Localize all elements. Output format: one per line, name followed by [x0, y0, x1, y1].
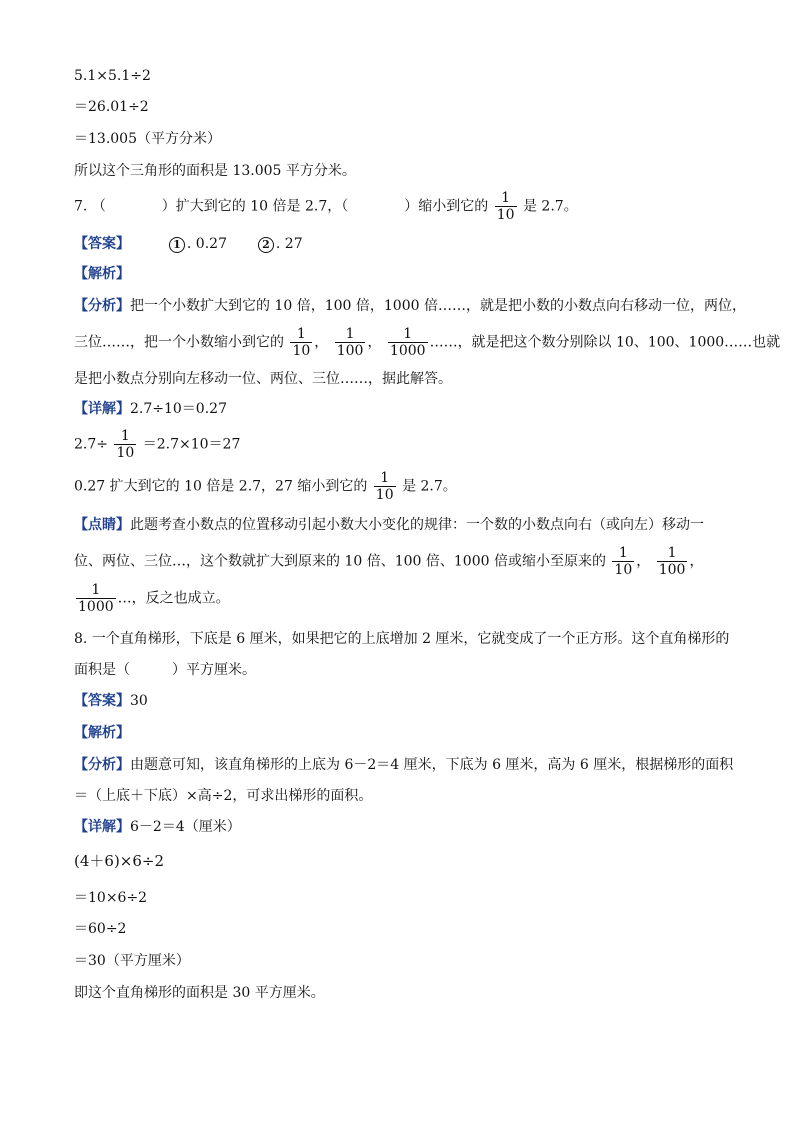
q7-number: 7.: [74, 198, 88, 215]
circled-number-2: 2: [258, 237, 274, 253]
fenxi-tag: 【分析】: [74, 298, 130, 314]
q8-calc-3: ＝60÷2: [74, 921, 127, 937]
q7-xiangjie-2: 2.7÷ $\frac{1}{10}$ ＝2.7×10＝27: [74, 428, 241, 461]
q8-conclusion: 即这个直角梯形的面积是 30 平方厘米。: [74, 985, 325, 1001]
q8-fenxi-2: ＝（上底＋下底）×高÷2，可求出梯形的面积。: [74, 788, 373, 804]
q8-number: 8.: [74, 631, 88, 647]
circled-number-1: 1: [169, 237, 185, 253]
q7-part-a: （ ）扩大到它的 10 倍是 2.7，（ ）缩小到它的: [91, 198, 489, 215]
q8-calc-1: (4＋6)×6÷2: [74, 852, 165, 870]
xiangjie-tag: 【详解】: [74, 401, 130, 417]
fraction-1-10: $\frac{1}{10}$: [496, 190, 515, 223]
xiangjie-tag: 【详解】: [74, 819, 130, 835]
q7-fenxi-line-3: 是把小数点分别向左移动一位、两位、三位……，据此解答。: [74, 371, 452, 387]
answer-1: . 0.27: [186, 236, 227, 252]
q7-dianjing-3: $\frac{1}{1000}$ …，反之也成立。: [78, 582, 230, 615]
top-calc-1: 5.1×5.1÷2: [74, 68, 151, 84]
q8-stem-2: 面积是（ ）平方厘米。: [74, 662, 256, 678]
q8-stem-1: 8. 一个直角梯形，下底是 6 厘米，如果把它的上底增加 2 厘米，它就变成了一个正方形。这个直角梯形的: [74, 631, 730, 647]
q7-xiangjie-3: 0.27 扩大到它的 10 倍是 2.7，27 缩小到它的 $\frac{1}{10}$ 是 2.7。: [74, 470, 457, 503]
fraction-1-1000: $\frac{1}{1000}$: [78, 582, 114, 615]
fraction-1-1000: $\frac{1}{1000}$: [389, 326, 426, 359]
q8-calc-2: ＝10×6÷2: [74, 890, 148, 906]
top-calc-3: ＝13.005（平方分米）: [74, 131, 221, 147]
fenxi-tag: 【分析】: [74, 757, 130, 773]
q7-dianjing-1: 【点睛】此题考查小数点的位置移动引起小数大小变化的规律：一个数的小数点向右（或向左）移动一: [74, 517, 704, 533]
answer-2: . 27: [275, 236, 303, 252]
q8-calc-4: ＝30（平方厘米）: [74, 953, 190, 969]
answer-tag: 【答案】: [74, 693, 130, 709]
answer-tag: 【答案】: [74, 236, 130, 252]
fraction-1-10: $\frac{1}{10}$: [292, 326, 311, 359]
q7-jiexi: 【解析】: [74, 266, 130, 282]
fraction-1-10: $\frac{1}{10}$: [614, 545, 633, 578]
q7-fenxi-line-2: 三位……，把一个小数缩小到它的 $\frac{1}{10}$ ， $\frac{1}{100}$ ， $\frac{1}{1000}$ ……，就是把这个数分别除以 10、100、1000……也就: [74, 326, 781, 359]
q7-xiangjie-1: 【详解】2.7÷10＝0.27: [74, 401, 227, 417]
q8-jiexi: 【解析】: [74, 725, 130, 741]
answer-value: 30: [130, 693, 148, 709]
q8-answer: [74, 691, 148, 711]
q8-xiangjie-1: 【详解】6－2＝4（厘米）: [74, 819, 241, 835]
fraction-1-100: $\frac{1}{100}$: [336, 326, 364, 359]
dianjing-tag: 【点睛】: [74, 517, 130, 533]
fraction-1-10: $\frac{1}{10}$: [116, 428, 135, 461]
q7-fenxi-line-1: 【分析】把一个小数扩大到它的 10 倍，100 倍，1000 倍……，就是把小数的小数点向右移动一位，两位，: [74, 298, 746, 314]
fraction-1-100: $\frac{1}{100}$: [658, 545, 686, 578]
q7-part-b: 是 2.7。: [522, 198, 578, 215]
fraction-1-10: $\frac{1}{10}$: [375, 470, 394, 503]
q7-stem: [74, 190, 578, 223]
top-conclusion: 所以这个三角形的面积是 13.005 平方分米。: [74, 163, 356, 179]
q7-dianjing-2: 位、两位、三位…，这个数就扩大到原来的 10 倍、100 倍、1000 倍或缩小至原来的 $\frac{1}{10}$ ， $\frac{1}{100}$ ，: [74, 545, 704, 578]
q8-fenxi-1: 【分析】由题意可知，该直角梯形的上底为 6－2＝4 厘米，下底为 6 厘米，高为 6 厘米，根据梯形的面积: [74, 757, 734, 773]
q7-answer: [74, 234, 303, 254]
top-calc-2: ＝26.01÷2: [74, 99, 149, 115]
